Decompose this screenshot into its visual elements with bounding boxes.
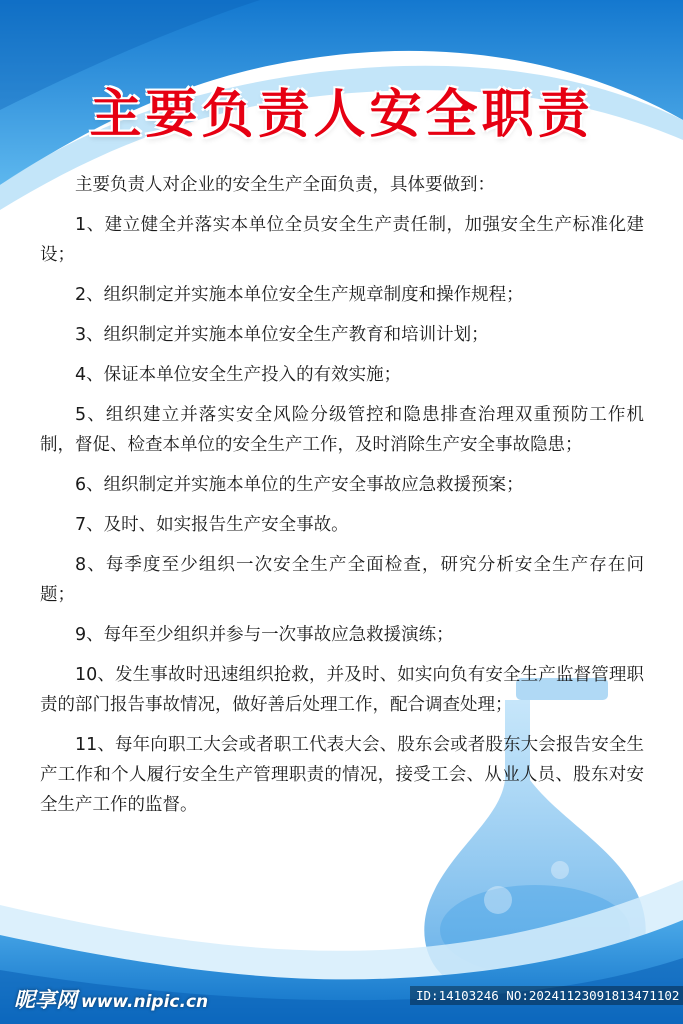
- watermark-brand: [14, 984, 208, 1014]
- duty-item-3: 3、组织制定并实施本单位安全生产教育和培训计划；: [75, 325, 489, 345]
- intro-paragraph: 主要负责人对企业的安全生产全面负责，具体要做到：: [75, 175, 495, 195]
- duty-item-6: 6、组织制定并实施本单位的生产安全事故应急救援预案；: [75, 475, 524, 495]
- duty-item-10: 10、发生事故时迅速组织抢救，并及时、如实向负有安全生产监督管理职责的部门报告事故情况，做好善后处理工作，配合调查处理；: [40, 665, 644, 715]
- watermark-site: www.nipic.cn: [81, 992, 209, 1012]
- watermark-brand-name: 昵享网: [14, 988, 77, 1012]
- duty-item-8: 8、每季度至少组织一次安全生产全面检查，研究分析安全生产存在问题；: [40, 555, 644, 605]
- duty-item-5: 5、组织建立并落实安全风险分级管控和隐患排查治理双重预防工作机制，督促、检查本单位的安全生产工作，及时消除生产安全事故隐患；: [40, 405, 644, 455]
- page-title: 主要负责人安全职责: [89, 85, 594, 145]
- duties-list: [40, 170, 644, 830]
- duty-item-4: 4、保证本单位安全生产投入的有效实施；: [75, 365, 402, 385]
- watermark-id: ID:14103246 NO:20241123091813471102: [410, 986, 683, 1005]
- duty-item-2: 2、组织制定并实施本单位安全生产规章制度和操作规程；: [75, 285, 524, 305]
- duty-item-11: 11、每年向职工大会或者职工代表大会、股东会或者股东大会报告安全生产工作和个人履行安全生产管理职责的情况，接受工会、从业人员、股东对安全生产工作的监督。: [40, 735, 644, 815]
- duty-item-7: 7、及时、如实报告生产安全事故。: [75, 515, 349, 535]
- duty-item-1: 1、建立健全并落实本单位全员安全生产责任制，加强安全生产标准化建设；: [40, 215, 644, 265]
- duty-item-9: 9、每年至少组织并参与一次事故应急救援演练；: [75, 625, 454, 645]
